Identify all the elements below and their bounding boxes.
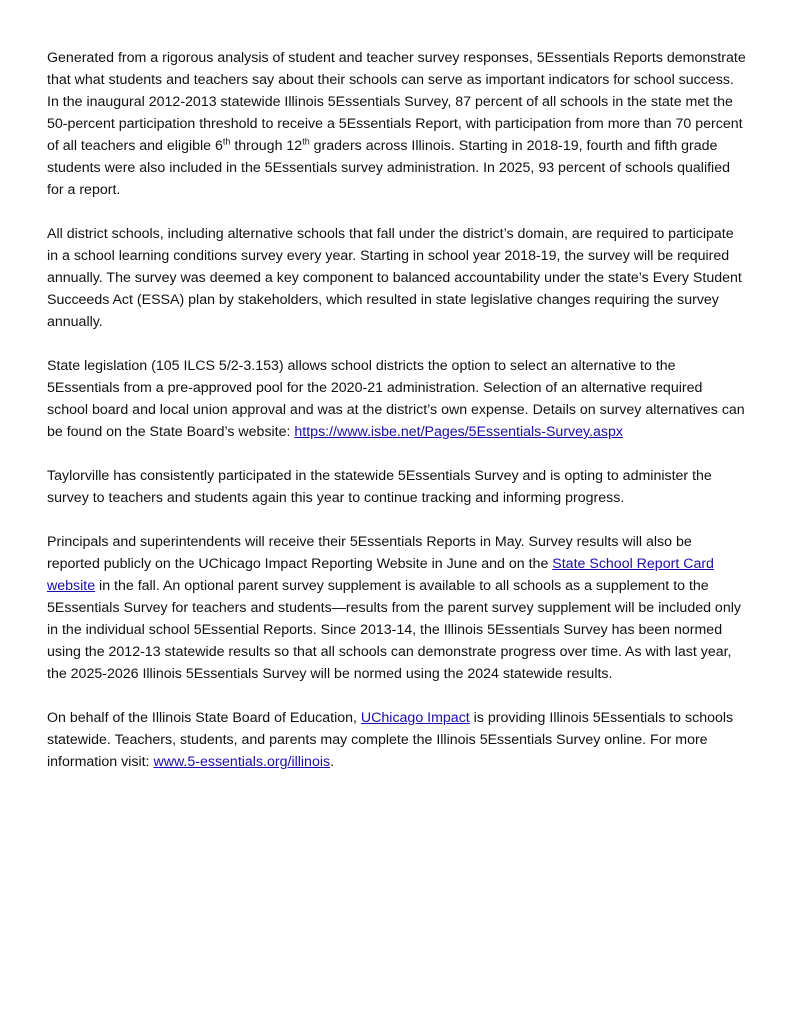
paragraph-participation-history: [47, 47, 747, 201]
paragraph-taylorville: Taylorville has consistently participated in the statewide 5Essentials Survey and is opting to administer the survey to teachers and students again this year to continue tracking and informing progress.: [47, 468, 712, 506]
document-body: [47, 47, 747, 795]
five-essentials-link[interactable]: www.5-essentials.org/illinois: [153, 754, 331, 770]
paragraph-text: graders across Illinois. Starting in 2018-19, fourth and fifth grade students were also included in the 5Essentials survey administration. In 2025, 93 percent of schools qualified for a report.: [47, 138, 730, 198]
paragraph-text: Principals and superintendents will receive their 5Essentials Reports in May. Survey results will also be reported publicly on the UChicago Impact Reporting Website in June and on the: [47, 534, 692, 572]
uchicago-impact-link[interactable]: UChicago Impact: [360, 710, 470, 726]
isbe-survey-link[interactable]: https://www.isbe.net/Pages/5Essentials-Survey.aspx: [294, 424, 623, 440]
paragraph-text: is providing Illinois 5Essentials to schools statewide. Teachers, students, and parents may complete the Illinois 5Essentials Survey online. For more information visit:: [47, 710, 734, 770]
paragraph-text: State legislation (105 ILCS 5/2-3.153) allows school districts the option to select an alternative to the 5Essentials from a pre-approved pool for the 2020-21 administration. Selection of an alternative required school board and local union approval and was at the district’s own expense. Details on survey alternatives can be found on the State Board’s website:: [47, 358, 745, 440]
paragraph-reports: [47, 531, 747, 685]
paragraph-uchicago: [47, 707, 747, 773]
report-card-link[interactable]: State School Report Card website: [47, 556, 714, 594]
paragraph-text: in the fall. An optional parent survey supplement is available to all schools as a supplement to the 5Essentials Survey for teachers and students—results from the parent survey supplement will be included only in the individual school 5Essential Reports. Since 2013-14, the Illinois 5Essentials Survey has been normed using the 2012-13 statewide results so that all schools can demonstrate progress over time. As with last year, the 2025-2026 Illinois 5Essentials Survey will be normed using the 2024 statewide results.: [47, 578, 741, 682]
paragraph-legislation: [47, 355, 747, 443]
paragraph-text: .: [330, 754, 335, 770]
superscript-th: th: [222, 136, 231, 147]
paragraph-text: Generated from a rigorous analysis of student and teacher survey responses, 5Essentials Reports demonstrate that what students and teachers say about their schools can serve as important indicators for school success. In the inaugural 2012-2013 statewide Illinois 5Essentials Survey, 87 percent of all schools in the state met the 50-percent participation threshold to receive a 5Essentials Report, with participation from more than 70 percent of all teachers and eligible 6: [47, 50, 746, 154]
paragraph-text: On behalf of the Illinois State Board of Education,: [47, 710, 361, 726]
superscript-th: th: [302, 136, 310, 147]
paragraph-requirement: All district schools, including alternative schools that fall under the district’s domain, are required to participate in a school learning conditions survey every year. Starting in school year 2018-19, the survey will be required annually. The survey was deemed a key component to balanced accountability under the state’s Every Student Succeeds Act (ESSA) plan by stakeholders, which resulted in state legislative changes requiring the survey annually.: [47, 226, 742, 330]
paragraph-text: through 12: [230, 138, 303, 154]
